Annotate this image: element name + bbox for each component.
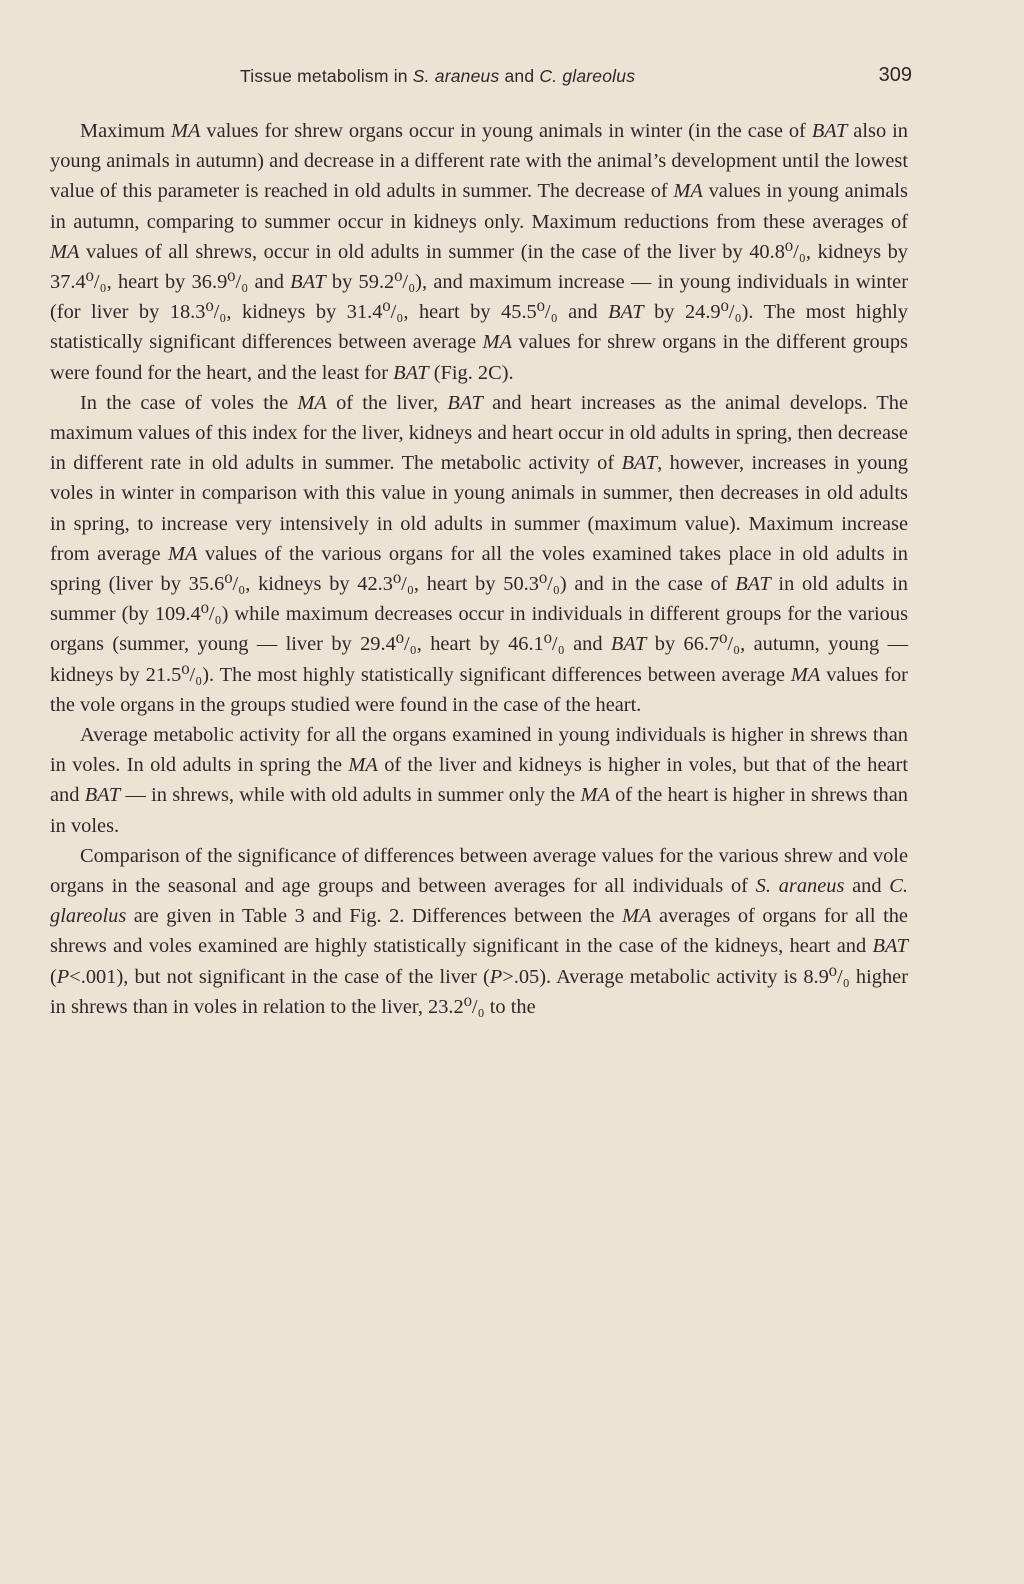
text-run: are given in Table 3 and Fig. 2. Differences between the: [126, 905, 623, 928]
italic-term: MA: [580, 784, 610, 807]
italic-term: MA: [622, 905, 652, 928]
italic-term: MA: [168, 542, 198, 565]
text-run: values for shrew organs occur in young animals in winter (in the case of: [200, 120, 812, 142]
italic-term: MA: [790, 663, 821, 686]
text-run: values for shrew organs in the different groups were found for the heart, and the least for: [50, 331, 908, 384]
italic-term: BAT: [393, 361, 429, 384]
text-run: averages of organs for all the shrews and voles examined are highly statistically significant in the case of the kidneys, heart and: [50, 905, 908, 958]
running-title-conjunction: and: [499, 66, 540, 86]
italic-term: MA: [482, 331, 512, 354]
text-run: of the liver and kidneys is higher in voles, but that of the heart and: [50, 754, 908, 807]
italic-term: C. glareolus: [50, 875, 908, 928]
italic-term: MA: [50, 240, 80, 263]
text-run: , however, increases in young voles in winter in comparison with this value in young animals in summer, then decreases in old adults in spring, to increase very intensively in old adults in summer (maximum value). Maximum increase from average: [50, 452, 908, 565]
italic-term: BAT: [811, 120, 848, 142]
text-run: in old adults in summer (by 109.4⁰/₀) while maximum decreases occur in individuals in different groups for the various organs (summer, young — liver by 29.4⁰/₀, heart by 46.1⁰/₀ and: [50, 573, 908, 656]
text-run: (Fig. 2C).: [428, 361, 514, 384]
text-run: Average metabolic activity for all the organs examined in young individuals is higher in shrews than in voles. In old adults in spring the: [50, 724, 908, 777]
italic-term: S. araneus: [755, 875, 845, 898]
italic-term: P: [489, 965, 503, 988]
italic-term: P: [56, 965, 70, 988]
running-title-species-2: C. glareolus: [539, 66, 636, 86]
italic-term: BAT: [872, 935, 908, 958]
italic-term: MA: [297, 391, 327, 414]
italic-term: BAT: [621, 452, 658, 475]
text-run: values of the various organs for all the voles examined takes place in old adults in spring (liver by 35.6⁰/₀, kidneys by 42.3⁰/₀, heart by 50.3⁰/₀) and in the case of: [50, 542, 908, 596]
italic-term: MA: [170, 120, 201, 142]
body-text: [50, 116, 908, 1022]
text-run: (: [50, 965, 57, 988]
paragraph-1: [50, 116, 908, 388]
paragraph-3: [50, 720, 908, 841]
running-title-text: Tissue metabolism in: [240, 66, 413, 86]
page-number: 309: [878, 64, 912, 86]
text-run: by 24.9⁰/₀). The most highly statistically significant differences between average: [50, 301, 908, 354]
italic-term: MA: [348, 754, 378, 777]
text-run: <.001), but not significant in the case of the liver (: [69, 965, 490, 988]
text-run: Comparison of the significance of differences between average values for the various shrew and vole organs in the seasonal and age groups and between averages for all individuals of: [50, 844, 908, 898]
text-run: values of all shrews, occur in old adults in summer (in the case of the liver by 40.8⁰/₀, kidneys by 37.4⁰/₀, heart by 36.9⁰/₀ and: [50, 240, 908, 294]
text-run: Maximum: [80, 120, 171, 142]
text-run: >.05). Average metabolic activity is 8.9⁰/₀ higher in shrews than in voles in relation to the liver, 23.2⁰/₀ to the: [50, 965, 908, 1018]
text-run: and heart increases as the animal develops. The maximum values of this index for the liver, kidneys and heart occur in old adults in spring, then decrease in different rate in old adults in summer. The metabolic activity of: [50, 391, 908, 475]
italic-term: BAT: [608, 301, 644, 324]
italic-term: BAT: [610, 633, 647, 656]
text-run: by 59.2⁰/₀), and maximum increase — in young individuals in winter (for liver by 18.3⁰/₀, kidneys by 31.4⁰/₀, heart by 45.5⁰/₀ and: [50, 271, 908, 324]
running-title: [240, 66, 635, 87]
running-title-species-1: S. araneus: [412, 66, 500, 86]
paragraph-2: [50, 388, 908, 720]
text-run: — in shrews, while with old adults in summer only the: [120, 784, 581, 807]
italic-term: BAT: [84, 784, 121, 807]
text-run: and: [844, 875, 890, 898]
paragraph-4: [50, 841, 908, 1022]
running-head: [50, 64, 912, 94]
text-run: In the case of voles the: [80, 391, 298, 414]
italic-term: BAT: [290, 271, 326, 294]
text-run: values for the vole organs in the groups studied were found in the case of the heart.: [50, 663, 908, 716]
italic-term: MA: [673, 180, 703, 203]
italic-term: BAT: [447, 391, 483, 414]
text-run: also in young animals in autumn) and decrease in a different rate with the animal’s development until the lowest value of this parameter is reached in old adults in summer. The decrease of: [50, 120, 908, 203]
text-run: values in young animals in autumn, comparing to summer occur in kidneys only. Maximum reductions from these averages of: [50, 180, 908, 233]
text-run: of the heart is higher in shrews than in voles.: [50, 784, 908, 837]
text-run: by 66.7⁰/₀, autumn, young — kidneys by 21.5⁰/₀). The most highly statistically significant differences between average: [50, 633, 908, 686]
italic-term: BAT: [735, 573, 771, 596]
text-run: of the liver,: [326, 391, 448, 414]
